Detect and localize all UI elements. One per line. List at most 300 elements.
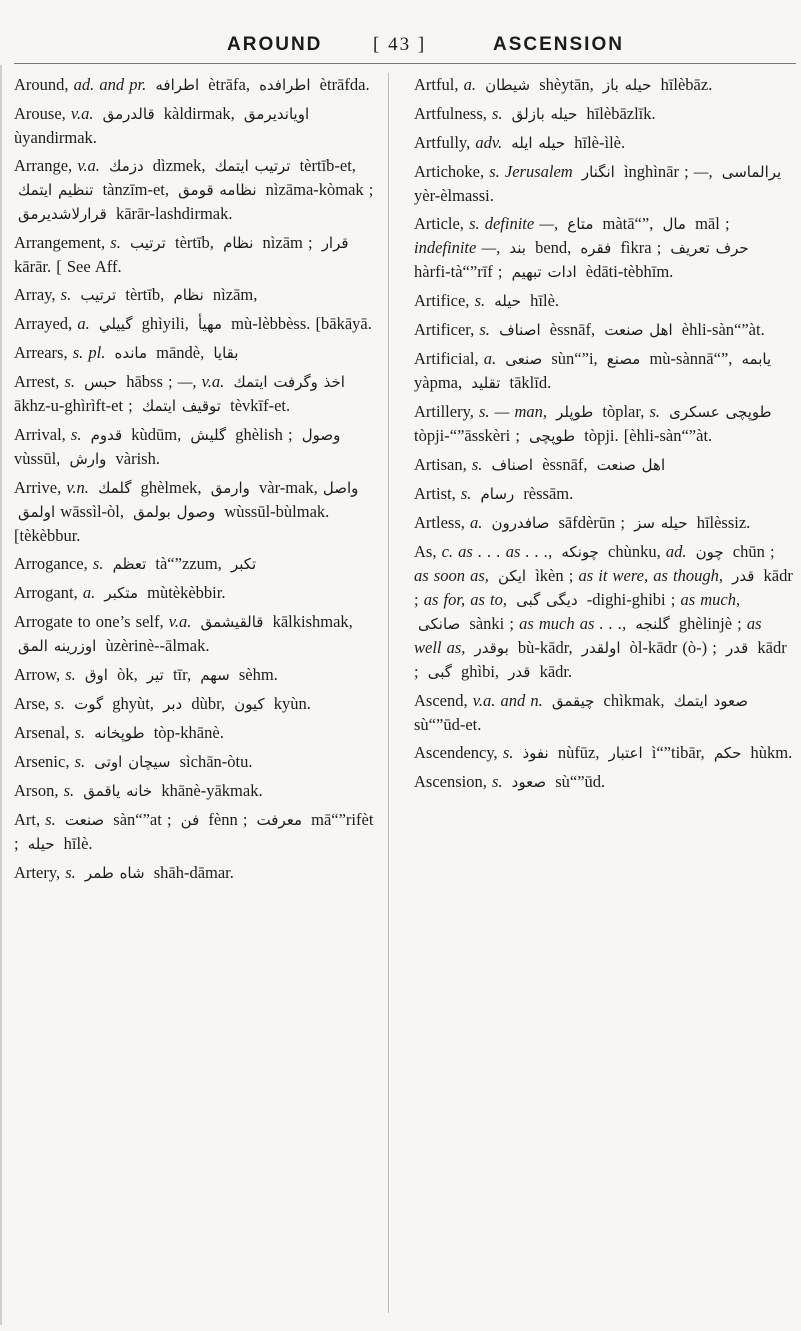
ottoman-script: اولقدر — [581, 639, 621, 657]
margin-note: [èhli-sàn“”àt. — [623, 426, 713, 445]
transliteration: sù“”ūd. — [555, 772, 606, 791]
ottoman-script: چون — [695, 543, 724, 561]
transliteration: tèrtīb, — [174, 233, 214, 252]
transliteration: bù-kādr, — [517, 638, 573, 657]
transliteration: fìkra ; — [620, 238, 662, 257]
ottoman-script: ايكن — [498, 567, 527, 585]
transliteration: ùyandirmak. — [14, 128, 97, 147]
grammar-label: s. — [649, 402, 660, 421]
dictionary-entry — [402, 160, 794, 207]
transliteration: ghìbi, — [461, 662, 500, 681]
ottoman-script: تعظم — [112, 555, 147, 573]
ottoman-script: گلمك — [98, 479, 132, 497]
dictionary-entry — [402, 347, 794, 395]
transliteration: kādr. — [539, 662, 573, 681]
ottoman-script: ترتيب — [129, 234, 166, 252]
grammar-label: Jerusalem — [504, 162, 573, 181]
ottoman-script: صنعت — [64, 811, 105, 829]
ottoman-script: حيله — [494, 292, 522, 310]
transliteration: hīlè. — [63, 834, 93, 853]
transliteration: kālkishmak, — [272, 612, 353, 631]
transliteration: kādr ; — [414, 566, 793, 609]
grammar-label: a. — [463, 75, 476, 94]
headword: Ascend, — [414, 691, 468, 710]
transliteration: ghìyili, — [141, 314, 189, 333]
transliteration: ètrāfa, — [208, 75, 250, 94]
transliteration: chūn ; — [732, 542, 775, 561]
margin-note: [bākāyā. — [315, 314, 372, 333]
grammar-label: as soon as, — [414, 566, 489, 585]
transliteration: wùssūl-bùlmak. — [224, 502, 330, 521]
ottoman-script: ديگى گبى — [516, 591, 578, 609]
transliteration: sàn“”at ; — [113, 810, 172, 829]
headword: Arouse, — [14, 104, 66, 123]
ottoman-script: اهل صنعت — [604, 321, 673, 339]
dictionary-entry — [0, 341, 383, 365]
headword: Arrest, — [14, 372, 60, 391]
transliteration: tèrtīb-et, — [299, 156, 356, 175]
ottoman-script: قدر — [732, 567, 755, 585]
ottoman-script: طوپچى — [529, 427, 576, 445]
grammar-label: as for, as to, — [423, 590, 507, 609]
headword: Ascendency, — [414, 743, 498, 762]
headword: Around, — [14, 75, 69, 94]
grammar-label: a. — [82, 583, 96, 602]
transliteration: hīlè-ìlè. — [574, 133, 626, 152]
ottoman-script: نظامه قومق — [178, 181, 257, 199]
headword: Artfully, — [414, 133, 471, 152]
page-number: [ 43 ] — [373, 34, 427, 55]
transliteration: tīr, — [172, 665, 192, 684]
ottoman-script: وارمق — [210, 479, 250, 497]
ottoman-script: تير — [146, 666, 164, 684]
grammar-label: adv. — [475, 133, 503, 152]
headword: Array, — [14, 285, 56, 304]
ottoman-script: حيله باز — [602, 76, 652, 94]
transliteration: tāklīd. — [509, 373, 552, 392]
transliteration: ghèlinjè ; — [678, 614, 742, 633]
ottoman-script: معرفت — [256, 811, 302, 829]
transliteration: shāh-dāmar. — [153, 863, 234, 882]
transliteration: nìzāma-kòmak ; — [265, 180, 374, 199]
ottoman-script: يرالماسى — [721, 163, 782, 181]
grammar-label: s. — [64, 372, 76, 391]
transliteration: sànki ; — [469, 614, 514, 633]
transliteration: -dighi-ghibi ; — [586, 590, 676, 609]
ottoman-script: وارش — [69, 450, 107, 468]
transliteration: òl-kādr (ò-) ; — [629, 638, 717, 657]
grammar-label: ad. and pr. — [73, 75, 147, 94]
headword: Arrogate to one’s self, — [14, 612, 164, 631]
ottoman-script: مهيأ — [197, 315, 222, 333]
page-header — [0, 34, 801, 64]
dictionary-entry — [0, 861, 383, 885]
transliteration: kārār-lashdirmak. — [115, 204, 233, 223]
dictionary-entry — [402, 102, 794, 126]
dictionary-entry — [0, 370, 383, 418]
ottoman-script: اعتبار — [608, 744, 643, 762]
headword: Arrogant, — [14, 583, 78, 602]
grammar-label: s. — [60, 285, 72, 304]
transliteration: vàrish. — [115, 449, 160, 468]
grammar-label: s. — [489, 162, 500, 181]
headword: Artful, — [414, 75, 459, 94]
ottoman-script: حرف تعريف — [670, 239, 749, 257]
transliteration: shèytān, — [539, 75, 594, 94]
ottoman-script: متاع — [567, 215, 594, 233]
dictionary-entry — [402, 73, 794, 97]
ottoman-script: متكبر — [104, 584, 138, 602]
ottoman-script: گبى — [427, 663, 452, 681]
grammar-label: ad. — [665, 542, 687, 561]
ottoman-script: تنظيم ايتمك — [18, 181, 94, 199]
transliteration: vàr-mak, — [259, 478, 318, 497]
ottoman-script: قالدرمق — [102, 105, 155, 123]
transliteration: tòpji. — [584, 426, 619, 445]
grammar-label: —, — [693, 162, 713, 181]
grammar-label: s. — [45, 810, 56, 829]
transliteration: khānè-yākmak. — [161, 781, 263, 800]
ottoman-script: ادات تبهيم — [511, 263, 577, 281]
headword: Artery, — [14, 863, 61, 882]
ottoman-script: واصل اولمق — [18, 479, 359, 521]
ottoman-script: صعود — [511, 773, 547, 791]
ottoman-script: گييلي — [98, 315, 133, 333]
ottoman-script: فن — [180, 811, 200, 829]
transliteration: èssnāf, — [549, 320, 596, 339]
ottoman-script: حيله بازلق — [511, 105, 578, 123]
grammar-label: indefinite —, — [414, 238, 501, 257]
grammar-label: s. — [469, 214, 480, 233]
transliteration: kārār. — [14, 257, 52, 276]
headword: Ascension, — [414, 772, 487, 791]
ottoman-script: بند — [509, 239, 526, 257]
transliteration: dùbr, — [191, 694, 226, 713]
ottoman-script: سهم — [200, 666, 230, 684]
dictionary-entry — [402, 482, 794, 506]
grammar-label: s. — [460, 484, 472, 503]
ottoman-script: اصناف — [491, 456, 534, 474]
transliteration: hābss ; — [126, 372, 173, 391]
ottoman-script: مصنع — [606, 350, 641, 368]
headword: Arrears, — [14, 343, 68, 362]
margin-note: [tèkèbbur. — [14, 526, 81, 545]
ottoman-script: چيقمق — [551, 692, 595, 710]
transliteration: èdāti-tèbhīm. — [585, 262, 674, 281]
ottoman-script: صعود ايتمك — [673, 692, 748, 710]
header-last-word: ASCENSION — [493, 34, 624, 55]
dictionary-entry — [402, 511, 794, 535]
transliteration: mā“”rifèt ; — [14, 810, 374, 853]
headword: Arsenal, — [14, 723, 70, 742]
transliteration: kyùn. — [273, 694, 311, 713]
ottoman-script: سيچان اوتى — [94, 753, 171, 771]
grammar-label: definite —, — [484, 214, 559, 233]
grammar-label: s. — [492, 104, 503, 123]
ottoman-script: گلنجه — [635, 615, 670, 633]
dictionary-entry — [402, 131, 794, 155]
right-column — [402, 73, 794, 799]
grammar-label: v.n. — [66, 478, 89, 497]
headword: Artisan, — [414, 455, 467, 474]
ottoman-script: اصناف — [499, 321, 541, 339]
ottoman-script: نظام — [223, 234, 254, 252]
ottoman-script: طوپخانه — [94, 724, 145, 742]
transliteration: ghèlmek, — [140, 478, 202, 497]
dictionary-entry — [0, 808, 383, 856]
transliteration: ìkèn ; — [535, 566, 574, 585]
transliteration: hīlè. — [530, 291, 560, 310]
ottoman-script: تكبر — [230, 555, 257, 573]
headword: Arrogance, — [14, 554, 88, 573]
grammar-label: s. — [479, 320, 490, 339]
dictionary-entry — [402, 212, 794, 284]
ottoman-script: حيله — [27, 835, 55, 853]
grammar-label: s. — [479, 402, 490, 421]
ottoman-script: اهل صنعت — [596, 456, 666, 474]
transliteration: hīlèssiz. — [696, 513, 751, 532]
dictionary-entry — [0, 154, 383, 226]
transliteration: èssnāf, — [542, 455, 588, 474]
dictionary-entry — [0, 663, 383, 687]
transliteration: màtā“”, — [602, 214, 654, 233]
grammar-label: a. — [483, 349, 497, 368]
ottoman-script: شيطان — [485, 76, 531, 94]
dictionary-entry — [0, 73, 383, 97]
dictionary-entry — [402, 289, 794, 313]
ottoman-script: تقليد — [471, 374, 501, 392]
transliteration: fènn ; — [208, 810, 248, 829]
dictionary-entry — [0, 581, 383, 605]
transliteration: ùzèrinè--ālmak. — [105, 636, 210, 655]
ottoman-script: قالقيشمق — [200, 613, 264, 631]
ottoman-script: خانه ياقمق — [83, 782, 153, 800]
dictionary-entry — [0, 779, 383, 803]
dictionary-entry — [0, 231, 383, 278]
headword: Artist, — [414, 484, 456, 503]
ottoman-script: رسام — [480, 485, 515, 503]
transliteration: yàpma, — [414, 373, 463, 392]
ottoman-script: يابمه — [741, 350, 772, 368]
ottoman-script: قدر — [725, 639, 749, 657]
transliteration: ākhz-u-ghìrìft-et ; — [14, 396, 133, 415]
grammar-label: s. — [502, 743, 514, 762]
transliteration: tòp-khānè. — [153, 723, 224, 742]
dictionary-entry — [0, 610, 383, 658]
transliteration: mùtèkèbbir. — [147, 583, 226, 602]
transliteration: nùfūz, — [557, 743, 600, 762]
dictionary-entry — [0, 312, 383, 336]
dictionary-entry — [0, 692, 383, 716]
ottoman-script: قدر — [508, 663, 531, 681]
transliteration: kùdūm, — [131, 425, 182, 444]
ottoman-script: حيله ايله — [511, 134, 566, 152]
ottoman-script: شاه طمر — [84, 864, 145, 882]
transliteration: ghyùt, — [112, 694, 154, 713]
ottoman-script: فقره — [580, 239, 612, 257]
dictionary-entry — [0, 721, 383, 745]
grammar-label: s. — [74, 752, 86, 771]
transliteration: māndè, — [156, 343, 205, 362]
ottoman-script: اخذ وگرفت ايتمك — [233, 373, 345, 391]
headword: Article, — [414, 214, 464, 233]
grammar-label: v.a. and n. — [472, 691, 543, 710]
headword: Arrive, — [14, 478, 62, 497]
ottoman-script: صانكى — [418, 615, 461, 633]
ottoman-script: ترتيب — [80, 286, 117, 304]
ottoman-script: ترتيب ايتمك — [214, 157, 291, 175]
ottoman-script: گليش — [190, 426, 227, 444]
ottoman-script: صنعى — [505, 350, 543, 368]
transliteration: māl ; — [695, 214, 730, 233]
transliteration: mù-sànnā“”, — [649, 349, 733, 368]
headword: Artillery, — [414, 402, 474, 421]
header-rule — [14, 63, 796, 64]
ottoman-script: مال — [662, 215, 686, 233]
ottoman-script: اوق — [84, 666, 108, 684]
header-first-word: AROUND — [227, 34, 323, 55]
transliteration: yèr-èlmassi. — [414, 186, 494, 205]
grammar-label: s. — [110, 233, 121, 252]
ottoman-script: مانده — [114, 344, 147, 362]
transliteration: rèssām. — [523, 484, 574, 503]
headword: Artichoke, — [414, 162, 485, 181]
headword: Arrival, — [14, 425, 66, 444]
ottoman-script: طوپلر — [556, 403, 594, 421]
transliteration: ètrāfda. — [319, 75, 370, 94]
transliteration: hàrfi-tà“”rīf ; — [414, 262, 503, 281]
headword: Artificer, — [414, 320, 475, 339]
transliteration: tà“”zzum, — [155, 554, 222, 573]
headword: Arsenic, — [14, 752, 70, 771]
headword: Arrangement, — [14, 233, 106, 252]
dictionary-entry — [402, 540, 794, 684]
ottoman-script: دبر — [163, 695, 183, 713]
grammar-label: v.a. — [77, 156, 100, 175]
ottoman-script: انگنار — [581, 163, 615, 181]
margin-note: [ See Aff. — [56, 257, 122, 276]
transliteration: sù“”ūd-et. — [414, 715, 482, 734]
transliteration: mù-lèbbèss. — [231, 314, 311, 333]
transliteration: ghèlish ; — [235, 425, 293, 444]
dictionary-entry — [402, 453, 794, 477]
transliteration: hīlèbāzlīk. — [586, 104, 656, 123]
headword: Artificial, — [414, 349, 479, 368]
transliteration: ì“”tibār, — [651, 743, 705, 762]
grammar-label: as . . . as . . ., — [458, 542, 553, 561]
transliteration: sèhm. — [238, 665, 278, 684]
ottoman-script: صافدرون — [491, 514, 550, 532]
headword: Artifice, — [414, 291, 470, 310]
grammar-label: s. — [63, 781, 75, 800]
grammar-label: as much as . . ., — [519, 614, 627, 633]
grammar-label: s. — [65, 665, 76, 684]
ottoman-script: كيون — [234, 695, 265, 713]
transliteration: vùssūl, — [14, 449, 61, 468]
transliteration: tèrtīb, — [125, 285, 165, 304]
dictionary-entry — [402, 741, 794, 765]
dictionary-entry — [0, 423, 383, 471]
grammar-label: s. — [54, 694, 65, 713]
ottoman-script: قرار — [321, 234, 349, 252]
transliteration: ìnghìnār ; — [623, 162, 689, 181]
dictionary-entry — [0, 476, 383, 547]
transliteration: nìzām ; — [262, 233, 313, 252]
transliteration: sìchān-òtu. — [179, 752, 253, 771]
grammar-label: s. — [92, 554, 104, 573]
ottoman-script: اطرافده — [259, 76, 311, 94]
ottoman-script: نظام — [173, 286, 204, 304]
grammar-label: s. — [474, 291, 486, 310]
headword: Arrange, — [14, 156, 73, 175]
transliteration: sùn“”i, — [551, 349, 598, 368]
transliteration: bend, — [535, 238, 572, 257]
ottoman-script: وصول — [301, 426, 341, 444]
ottoman-script: نفوذ — [522, 744, 549, 762]
transliteration: tànzīm-et, — [102, 180, 170, 199]
dictionary-entry — [0, 102, 383, 149]
ottoman-script: چونكه — [561, 543, 599, 561]
dictionary-entry — [402, 400, 794, 448]
ottoman-script: وصول بولمق — [133, 503, 216, 521]
ottoman-script: بقايا — [213, 344, 239, 362]
dictionary-entry — [0, 552, 383, 576]
transliteration: chùnku, — [608, 542, 661, 561]
headword: Art, — [14, 810, 41, 829]
ottoman-script: حيله سز — [634, 514, 688, 532]
grammar-label: v.a. — [70, 104, 94, 123]
transliteration: hùkm. — [750, 743, 793, 762]
grammar-label: as much, — [680, 590, 741, 609]
ottoman-script: بوقدر — [474, 639, 509, 657]
ottoman-script: گوت — [74, 695, 104, 713]
dictionary-entry — [402, 318, 794, 342]
grammar-label: s. — [65, 863, 76, 882]
dictionary-entry — [0, 283, 383, 307]
grammar-label: — man, — [494, 402, 548, 421]
ottoman-script: حكم — [713, 744, 742, 762]
headword: As, — [414, 542, 437, 561]
transliteration: chìkmak, — [603, 691, 665, 710]
grammar-label: as well as, — [414, 614, 762, 657]
grammar-label: s. — [70, 425, 82, 444]
transliteration: dìzmek, — [152, 156, 206, 175]
grammar-label: s. pl. — [72, 343, 106, 362]
transliteration: tòpji-“”āsskèri ; — [414, 426, 520, 445]
headword: Artless, — [414, 513, 465, 532]
headword: Arrayed, — [14, 314, 73, 333]
dictionary-entry — [402, 689, 794, 736]
ottoman-script: دزمك — [109, 157, 144, 175]
headword: Artfulness, — [414, 104, 487, 123]
ottoman-script: حبس — [84, 373, 118, 391]
grammar-label: —, v.a. — [177, 372, 225, 391]
headword: Arse, — [14, 694, 50, 713]
grammar-label: a. — [470, 513, 483, 532]
ottoman-script: طوپچى عسكرى — [669, 403, 772, 421]
transliteration: hīlèbāz. — [660, 75, 713, 94]
transliteration: kādr ; — [414, 638, 787, 681]
ottoman-script: اطرافه — [155, 76, 200, 94]
transliteration: nìzām, — [212, 285, 258, 304]
grammar-label: s. — [74, 723, 86, 742]
transliteration: tòplar, — [602, 402, 645, 421]
grammar-label: s. — [492, 772, 503, 791]
transliteration: kàldirmak, — [163, 104, 235, 123]
dictionary-entry — [0, 750, 383, 774]
ottoman-script: قرارلاشديرمق — [18, 205, 107, 223]
dictionary-entry — [402, 770, 794, 794]
